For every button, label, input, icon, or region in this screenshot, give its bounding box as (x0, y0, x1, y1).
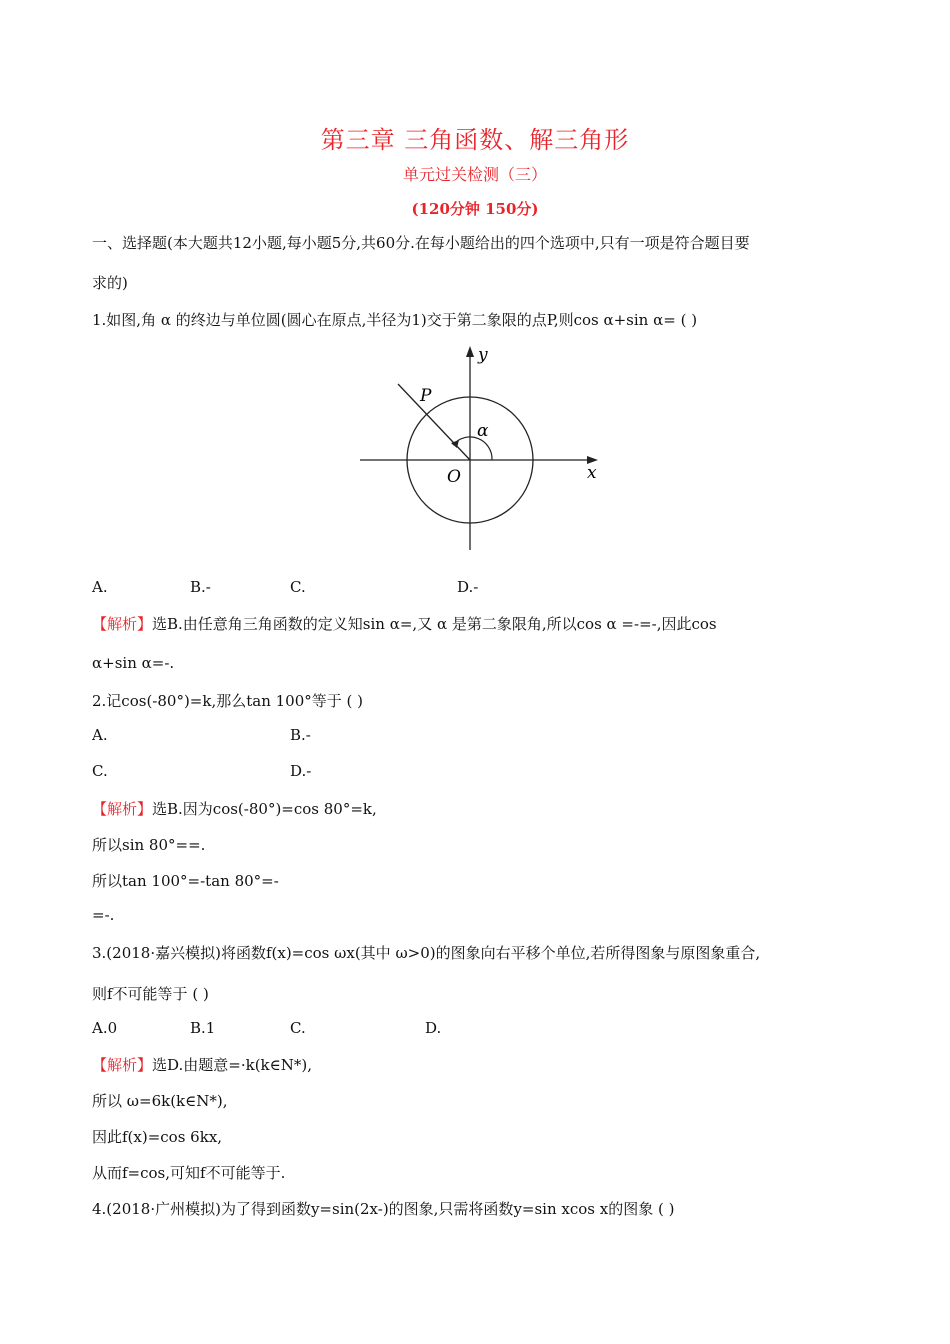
q3-analysis-line3: 因此f(x)=cos 6kx, (92, 1128, 223, 1146)
terminal-side (398, 384, 470, 460)
q3-analysis-line4: 从而f=cos,可知f不可能等于. (92, 1164, 286, 1182)
q1-option-b: B.- (190, 578, 211, 596)
q2-analysis-line1 (92, 798, 377, 819)
q3-analysis-text: 选D.由题意=·k(k∈N*), (152, 1056, 312, 1074)
q3-analysis-tag: 【解析】 (92, 1056, 153, 1074)
q2-option-a: A. (92, 726, 108, 744)
q1-analysis-line2: α+sin α=-. (92, 654, 175, 672)
angle-label: α (477, 421, 489, 441)
q3-analysis-line2: 所以 ω=6k(k∈N*), (92, 1092, 228, 1110)
origin-label: O (447, 467, 461, 487)
time-score: (120分钟 150分) (411, 200, 539, 218)
q1-analysis-tag: 【解析】 (92, 615, 153, 633)
q1-option-d: D.- (457, 578, 479, 596)
section-intro-line1: 一、选择题(本大题共12小题,每小题5分,共60分.在每小题给出的四个选项中,只有一项是符合题目要 (92, 234, 750, 252)
q2-analysis-line2: 所以sin 80°==. (92, 836, 206, 854)
q3-option-b: B.1 (190, 1019, 216, 1037)
q1-option-a: A. (92, 578, 108, 596)
point-label: P (420, 386, 432, 406)
q3-option-c: C. (290, 1019, 306, 1037)
unit-circle-svg (355, 340, 615, 555)
q2-analysis-tag: 【解析】 (92, 800, 153, 818)
q1-analysis-text: 选B.由任意角三角函数的定义知sin α=,又 α 是第二象限角,所以cos α =-=-,因此cos (152, 615, 717, 633)
y-axis-arrow (466, 346, 474, 357)
q1-stem: 1.如图,角 α 的终边与单位圆(圆心在原点,半径为1)交于第二象限的点P,则cos α+sin α= ( ) (92, 311, 698, 329)
section-intro-line2: 求的) (92, 274, 128, 292)
unit-subtitle: 单元过关检测（三） (402, 165, 547, 184)
q2-analysis-line4: =-. (92, 906, 115, 924)
q2-option-b: B.- (290, 726, 311, 744)
unit-circle-figure (355, 340, 615, 559)
q3-stem-line2: 则f不可能等于 ( ) (92, 985, 209, 1003)
q3-option-d: D. (425, 1019, 442, 1037)
q3-analysis-line1 (92, 1054, 312, 1075)
q2-option-c: C. (92, 762, 108, 780)
q3-option-a: A.0 (92, 1019, 118, 1037)
x-label: x (587, 463, 597, 483)
chapter-title: 第三章 三角函数、解三角形 (320, 126, 630, 154)
q2-stem: 2.记cos(-80°)=k,那么tan 100°等于 ( ) (92, 692, 363, 710)
q4-stem: 4.(2018·广州模拟)为了得到函数y=sin(2x-)的图象,只需将函数y=sin xcos x的图象 ( ) (92, 1200, 675, 1218)
q2-analysis-line3: 所以tan 100°=-tan 80°=- (92, 872, 279, 890)
q2-option-d: D.- (290, 762, 312, 780)
q1-analysis-line1 (92, 613, 717, 634)
q1-option-c: C. (290, 578, 306, 596)
q2-analysis-text: 选B.因为cos(-80°)=cos 80°=k, (152, 800, 377, 818)
y-label: y (478, 345, 488, 365)
q3-stem-line1: 3.(2018·嘉兴模拟)将函数f(x)=cos ωx(其中 ω>0)的图象向右平移个单位,若所得图象与原图象重合, (92, 944, 761, 962)
